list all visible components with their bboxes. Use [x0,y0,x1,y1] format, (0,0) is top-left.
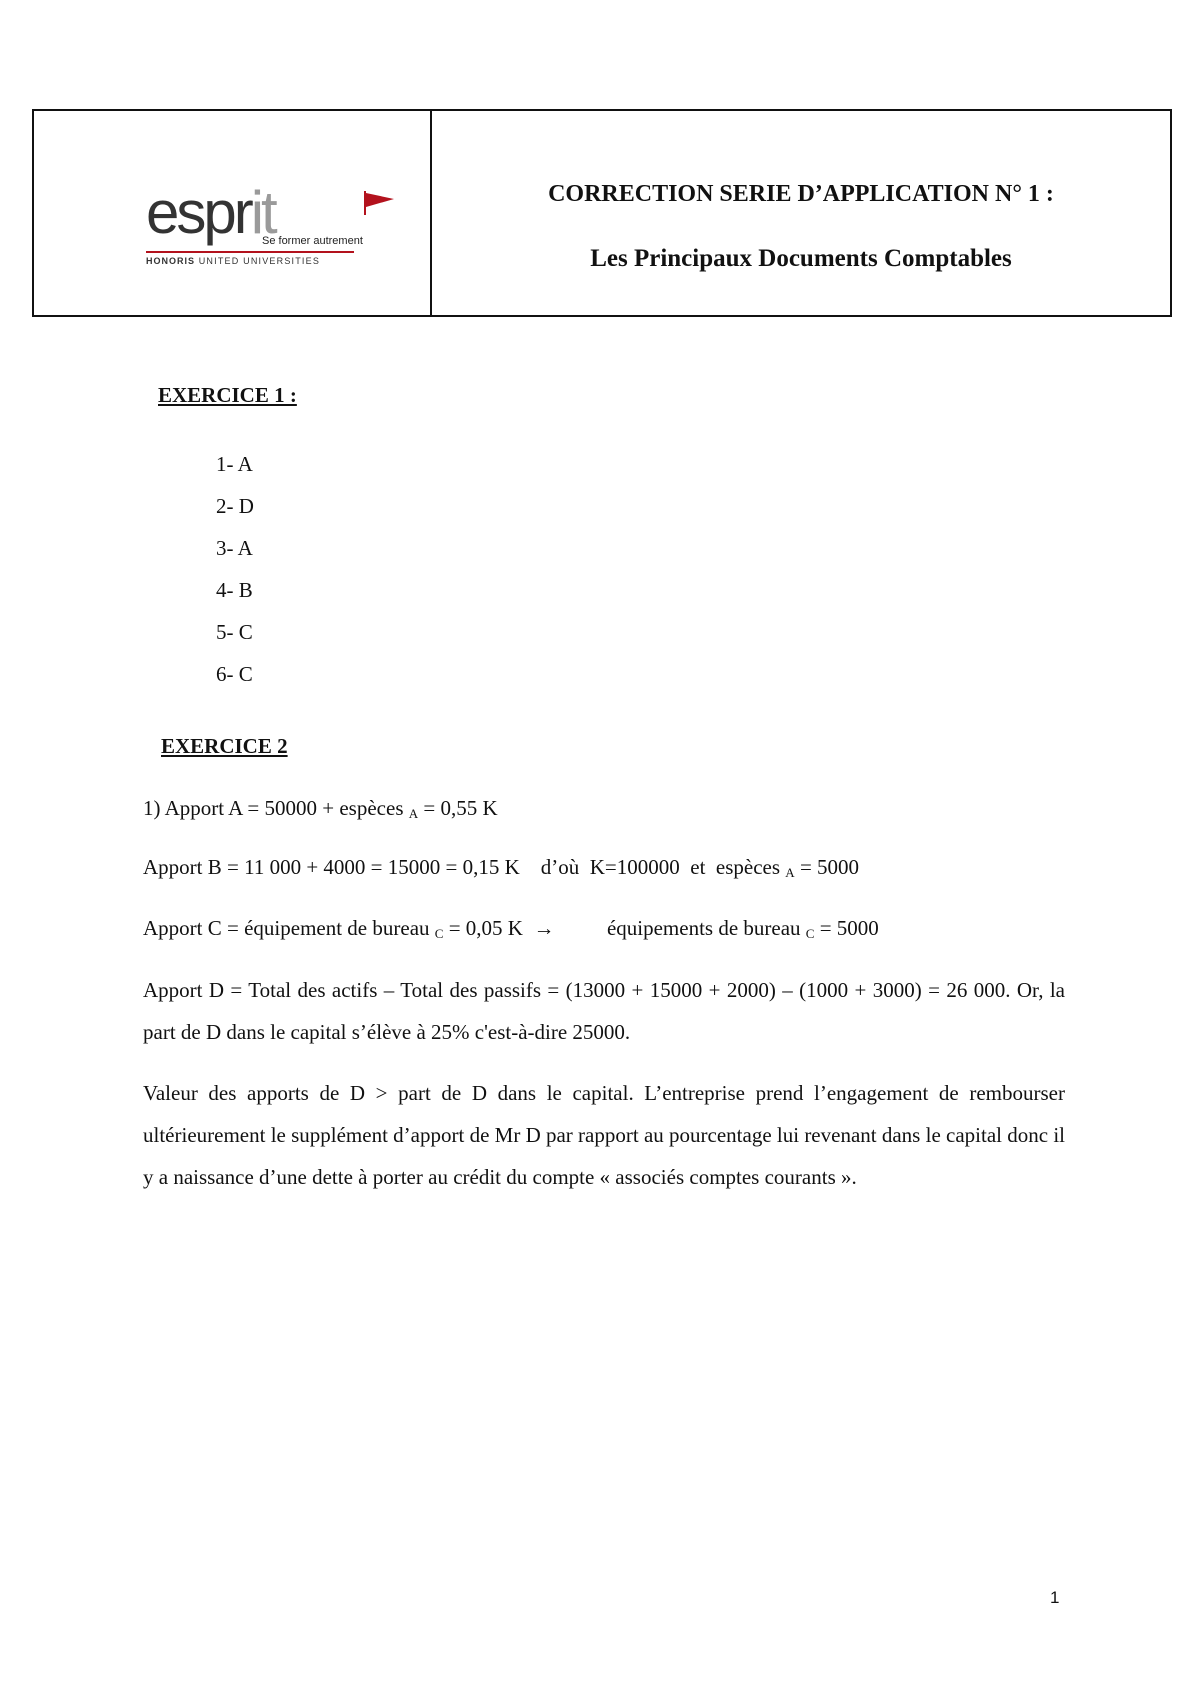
apport-c-mid: = 0,05 K → équipements de bureau [448,916,801,940]
exercice1-heading: EXERCICE 1 : [158,383,297,407]
apport-a-text: 1) Apport A = 50000 + espèces [143,796,404,820]
conclusion-paragraph: Valeur des apports de D > part de D dans le capital. L’entreprise prend l’engagement de rembourser ultérieurement le supplément d’apport de Mr D par rapport au pourcentage lui revenant dans le capital donc il y a naissance d’une dette à porter au crédit du compte « associés comptes courants ». [143,1081,1065,1189]
logo-tagline: Se former autrement [262,235,363,247]
logo-word-main: espr [146,179,251,246]
apport-a-sub: A [408,806,419,821]
title-cell [432,111,1170,315]
apport-d-paragraph: Apport D = Total des actifs – Total des passifs = (13000 + 15000 + 2000) – (1000 + 3000) = 26 000. Or, la part de D dans le capital s’élève à 25% c'est-à-dire 25000. [143,978,1065,1044]
apport-c-line [143,916,879,942]
esprit-logo [146,179,396,269]
answer-item: 5- C [216,620,253,644]
logo-cell [34,111,432,315]
apport-c-tail: = 5000 [819,916,879,940]
logo-wordmark [146,179,275,246]
apport-b-text: Apport B = 11 000 + 4000 = 15000 = 0,15 K d’où K=100000 et espèces [143,855,781,879]
apport-c-sub2: C [805,926,815,941]
apport-c-text: Apport C = équipement de bureau [143,916,430,940]
answer-item: 4- B [216,578,253,602]
exercice2-heading: EXERCICE 2 [161,734,288,758]
logo-honoris [146,256,320,266]
logo-divider [146,251,354,253]
answer-item: 3- A [216,536,253,560]
document-subtitle: Les Principaux Documents Comptables [590,245,1012,272]
answer-item: 2- D [216,494,254,518]
answer-item: 6- C [216,662,253,686]
logo-honoris-bold: HONORIS [146,256,196,266]
logo-word-accent: it [250,179,275,246]
apport-b-sub: A [785,865,795,880]
logo-flag-icon [364,191,398,215]
exercice1-answers [216,452,254,704]
apport-c-sub: C [434,926,444,941]
apport-a-tail: = 0,55 K [423,796,498,820]
page-number: 1 [1050,1588,1060,1607]
answer-item: 1- A [216,452,253,476]
logo-honoris-rest: UNITED UNIVERSITIES [198,256,321,266]
apport-b-tail: = 5000 [799,855,860,879]
document-title: CORRECTION SERIE D’APPLICATION N° 1 : [548,181,1054,207]
header-box [32,109,1172,317]
apport-b-line [143,855,859,881]
apport-a-line [143,796,498,822]
